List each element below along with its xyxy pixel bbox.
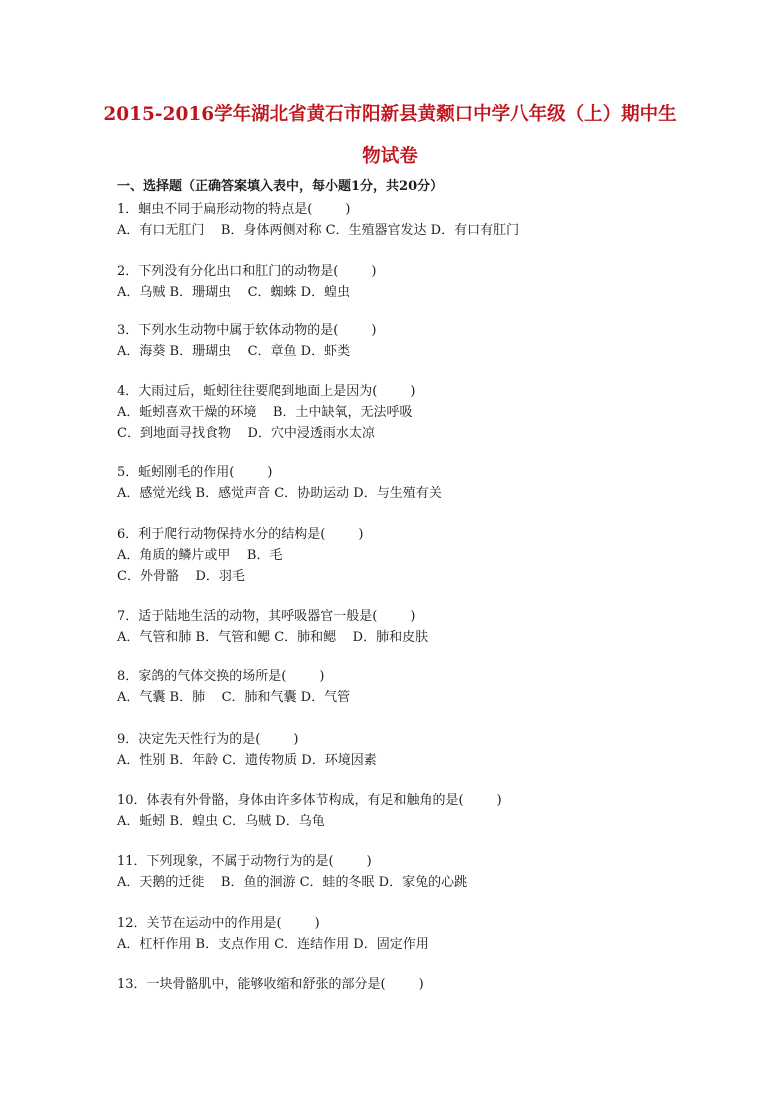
question-9 — [117, 729, 717, 771]
question-12 — [117, 913, 717, 955]
question-options: A．气管和肺 B．气管和鳃 C．肺和鳃 D．肺和皮肤 — [117, 630, 429, 645]
question-13 — [117, 974, 717, 995]
question-stem: 6．利于爬行动物保持水分的结构是( ) — [117, 527, 364, 542]
question-5 — [117, 462, 717, 504]
section-heading: 一、选择题（正确答案填入表中，每小题1分，共20分） — [117, 179, 444, 194]
question-options: A．性别 B．年龄 C．遗传物质 D．环境因素 — [117, 753, 377, 768]
question-1 — [117, 199, 717, 241]
question-options: A．角质的鳞片或甲 B．毛 — [117, 548, 283, 563]
question-options: A．蚯蚓喜欢干燥的环境 B．土中缺氧，无法呼吸 — [117, 405, 413, 420]
question-8 — [117, 666, 717, 708]
question-options: C．到地面寻找食物 D．穴中浸透雨水太凉 — [117, 426, 375, 441]
question-7 — [117, 606, 717, 648]
question-options: A．海葵 B．珊瑚虫 C．章鱼 D．虾类 — [117, 344, 351, 359]
question-options: A．杠杆作用 B．支点作用 C．连结作用 D．固定作用 — [117, 937, 429, 952]
question-options: A．蚯蚓 B．蝗虫 C．乌贼 D．乌龟 — [117, 814, 325, 829]
question-stem: 4．大雨过后，蚯蚓往往要爬到地面上是因为( ) — [117, 384, 416, 399]
question-stem: 9．决定先天性行为的是( ) — [117, 732, 299, 747]
document-title-line-2: 物试卷 — [362, 146, 418, 167]
question-6 — [117, 524, 717, 587]
question-stem: 13．一块骨骼肌中，能够收缩和舒张的部分是( ) — [117, 977, 424, 992]
question-stem: 1．蛔虫不同于扁形动物的特点是( ) — [117, 202, 351, 217]
question-2 — [117, 261, 717, 303]
question-stem: 12．关节在运动中的作用是( ) — [117, 916, 320, 931]
question-stem: 10．体表有外骨骼，身体由许多体节构成，有足和触角的是( ) — [117, 793, 502, 808]
question-options: C．外骨骼 D．羽毛 — [117, 569, 245, 584]
question-stem: 3．下列水生动物中属于软体动物的是( ) — [117, 323, 377, 338]
question-options: A．感觉光线 B．感觉声音 C．协助运动 D．与生殖有关 — [117, 486, 442, 501]
question-stem: 2．下列没有分化出口和肛门的动物是( ) — [117, 264, 377, 279]
question-4 — [117, 381, 717, 444]
question-10 — [117, 790, 717, 832]
question-11 — [117, 851, 717, 893]
question-stem: 11．下列现象，不属于动物行为的是( ) — [117, 854, 372, 869]
question-stem: 7．适于陆地生活的动物，其呼吸器官一般是( ) — [117, 609, 416, 624]
question-3 — [117, 320, 717, 362]
question-stem: 5．蚯蚓刚毛的作用( ) — [117, 465, 273, 480]
document-title-line-1: 2015-2016学年湖北省黄石市阳新县黄颡口中学八年级（上）期中生 — [103, 104, 677, 125]
question-options: A．有口无肛门 B．身体两侧对称 C．生殖器官发达 D．有口有肛门 — [117, 223, 520, 238]
question-stem: 8．家鸽的气体交换的场所是( ) — [117, 669, 325, 684]
question-options: A．乌贼 B．珊瑚虫 C．蜘蛛 D．蝗虫 — [117, 285, 351, 300]
question-options: A．天鹅的迁徙 B．鱼的洄游 C．蛙的冬眠 D．家兔的心跳 — [117, 875, 468, 890]
question-options: A．气囊 B．肺 C．肺和气囊 D．气管 — [117, 690, 351, 705]
